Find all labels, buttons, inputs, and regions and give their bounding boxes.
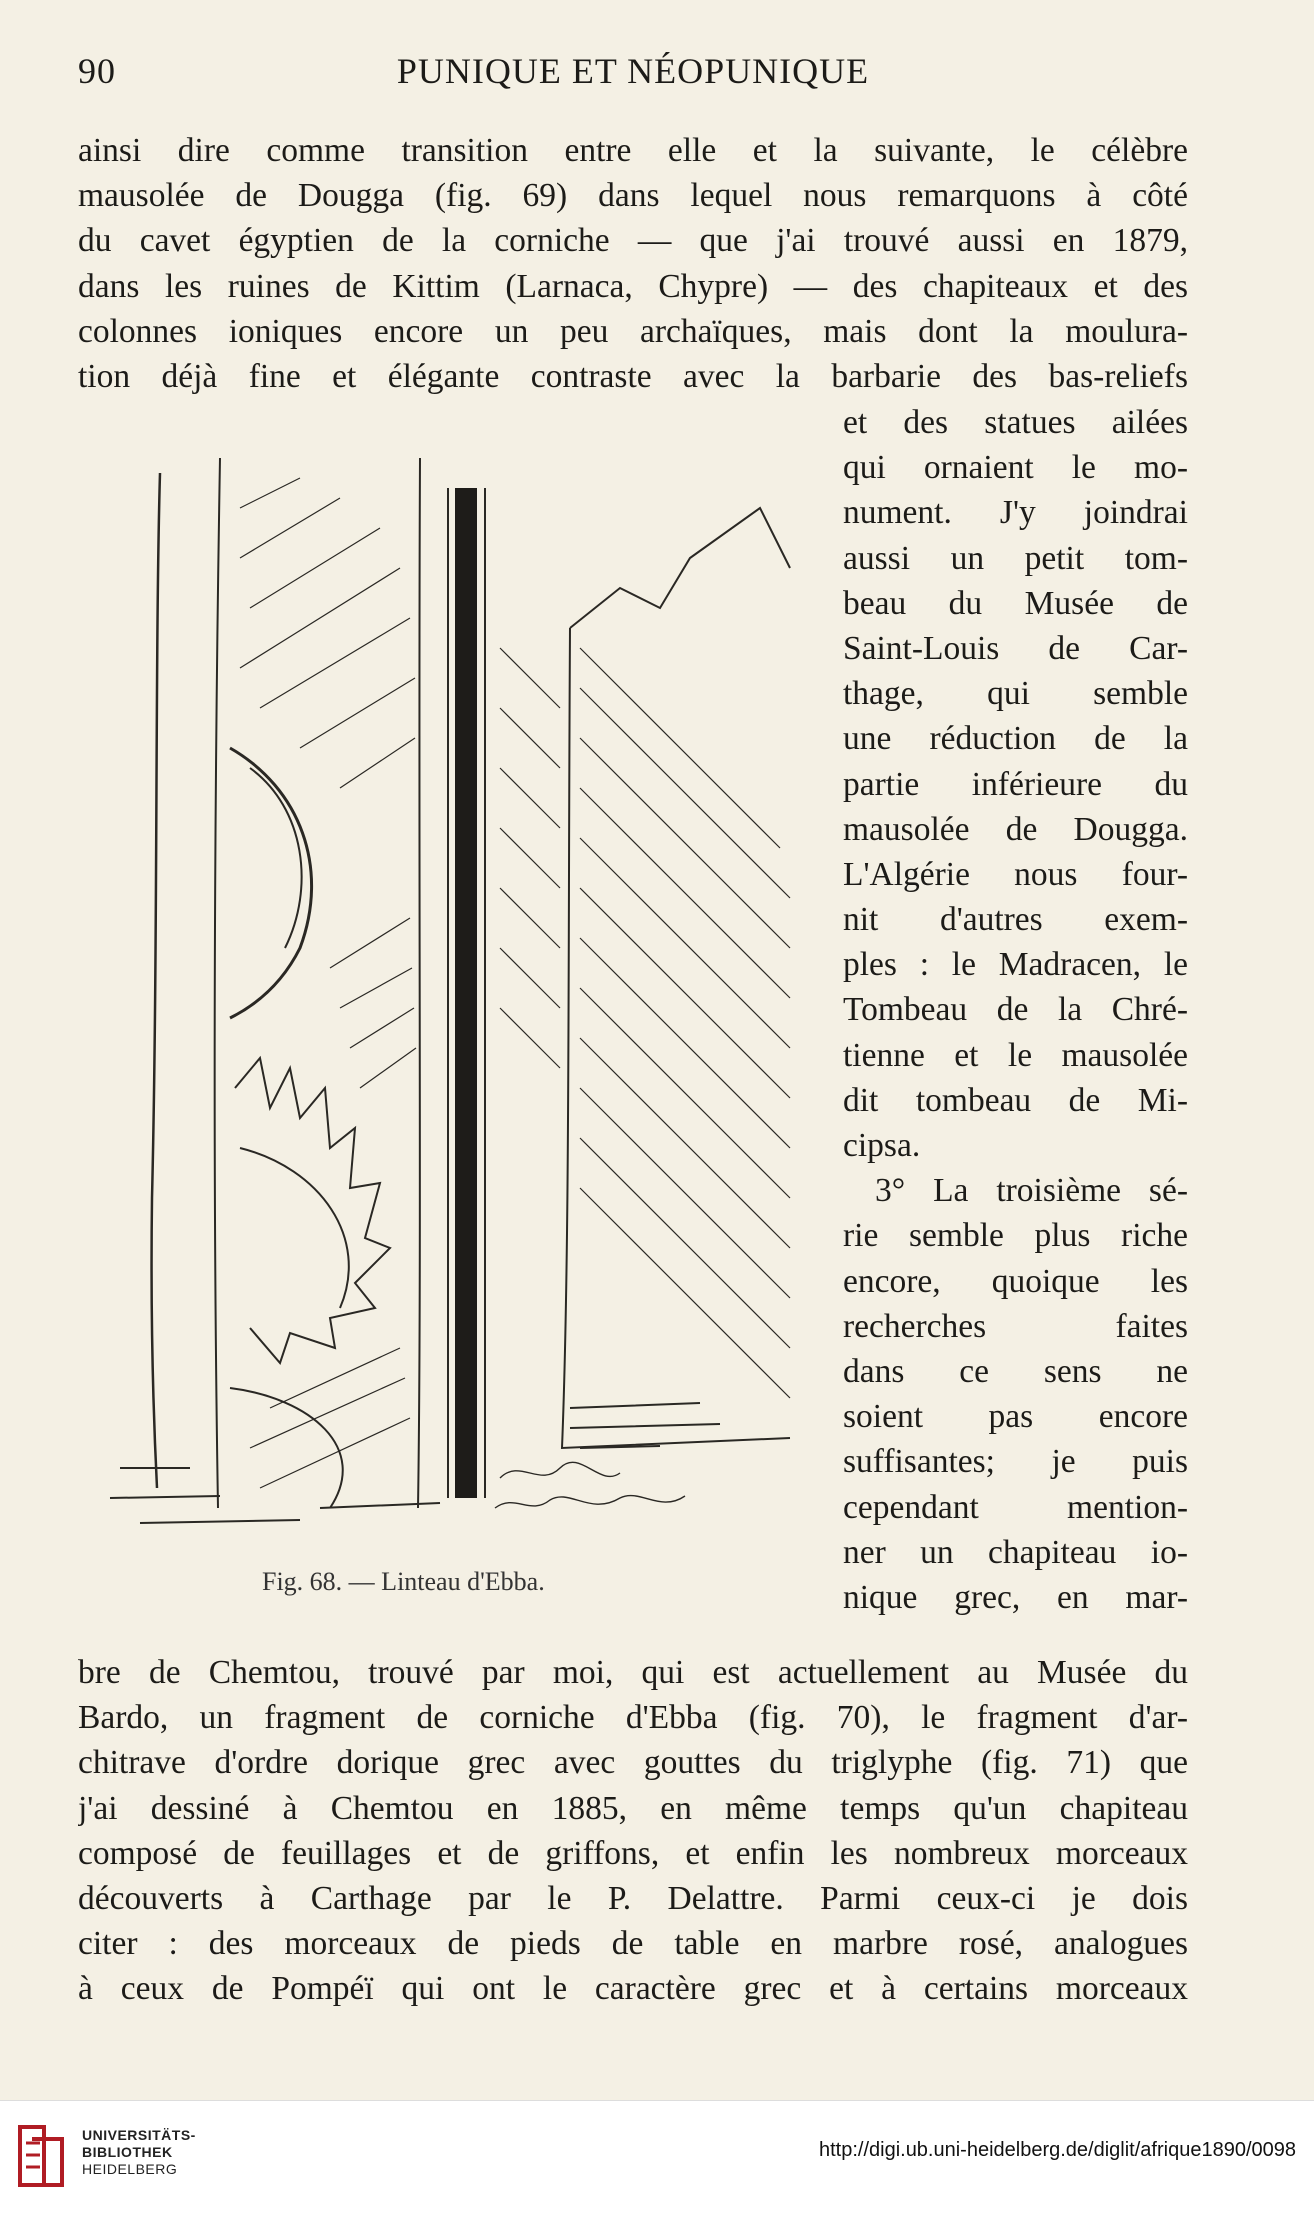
text-line: découverts à Carthage par le P. Delattre. Parmi ceux-ci je dois	[78, 1879, 1188, 1917]
text-line: partie inférieure du	[843, 765, 1188, 803]
library-name-line: UNIVERSITÄTS-	[82, 2127, 196, 2143]
text-line: à ceux de Pompéï qui ont le caractère grec et à certains morceaux	[78, 1970, 1188, 2008]
running-header	[78, 50, 1188, 100]
text-line: L'Algérie nous four-	[843, 855, 1188, 893]
text-line: aussi un petit tom-	[843, 539, 1188, 577]
digitization-footer	[0, 2100, 1314, 2216]
text-line: dans les ruines de Kittim (Larnaca, Chypre) — des chapiteaux et des	[78, 267, 1188, 305]
text-line: suffisantes; je puis	[843, 1443, 1188, 1481]
running-title: PUNIQUE ET NÉOPUNIQUE	[396, 51, 870, 91]
text-line: cipsa.	[843, 1127, 921, 1164]
text-line: dans ce sens ne	[843, 1352, 1188, 1390]
text-line: 3° La troisième sé-	[875, 1172, 1188, 1210]
side-text-column	[843, 400, 1188, 1620]
text-line: tion déjà fine et élégante contraste avec la barbarie des bas-reliefs	[78, 357, 1188, 395]
text-line: Saint-Louis de Car-	[843, 629, 1188, 667]
text-line: qui ornaient le mo-	[843, 449, 1188, 487]
text-line: citer : des morceaux de pieds de table en marbre rosé, analogues	[78, 1925, 1188, 1963]
body-text-bottom	[78, 1650, 1188, 2012]
text-line: bre de Chemtou, trouvé par moi, qui est actuellement au Musée du	[78, 1654, 1188, 1691]
text-line: beau du Musée de	[843, 584, 1188, 622]
library-name	[82, 2127, 196, 2178]
text-line: encore, quoique les	[843, 1262, 1188, 1300]
text-line: colonnes ioniques encore un peu archaïques, mais dont la moulura-	[78, 312, 1188, 350]
text-line: rie semble plus riche	[843, 1217, 1188, 1255]
body-text-top	[78, 128, 1188, 399]
text-line: ainsi dire comme transition entre elle et la suivante, le célèbre	[78, 132, 1188, 169]
library-name-line: BIBLIOTHEK	[82, 2144, 173, 2160]
text-line: mausolée de Dougga.	[843, 810, 1188, 848]
text-line: mausolée de Dougga (fig. 69) dans lequel nous remarquons à côté	[78, 177, 1188, 215]
text-line: Tombeau de la Chré-	[843, 991, 1188, 1029]
text-line: ner un chapiteau io-	[843, 1533, 1188, 1571]
permalink-url[interactable]: http://digi.ub.uni-heidelberg.de/diglit/afrique1890/0098	[818, 2139, 1296, 2161]
text-line: ples : le Madracen, le	[843, 946, 1188, 984]
text-line: composé de feuillages et de griffons, et enfin les nombreux morceaux	[78, 1834, 1188, 1872]
text-line: recherches faites	[843, 1307, 1188, 1345]
text-line: soient pas encore	[843, 1398, 1188, 1436]
text-line: Bardo, un fragment de corniche d'Ebba (fig. 70), le fragment d'ar-	[78, 1699, 1188, 1737]
text-line: cependant mention-	[843, 1488, 1188, 1526]
text-line: dit tombeau de Mi-	[843, 1081, 1188, 1119]
figure-caption: Fig. 68. — Linteau d'Ebba.	[262, 1567, 545, 1596]
text-line: j'ai dessiné à Chemtou en 1885, en même temps qu'un chapiteau	[78, 1789, 1188, 1827]
university-library-logo-icon	[14, 2123, 70, 2189]
text-line: et des statues ailées	[843, 404, 1188, 441]
text-line: nique grec, en mar-	[843, 1578, 1188, 1616]
library-name-line: HEIDELBERG	[82, 2161, 178, 2177]
page-number: 90	[78, 51, 116, 91]
text-line: nit d'autres exem-	[843, 901, 1188, 939]
lintel-engraving-illustration	[100, 448, 800, 1548]
text-line: chitrave d'ordre dorique grec avec gouttes du triglyphe (fig. 71) que	[78, 1744, 1188, 1782]
text-line: une réduction de la	[843, 720, 1188, 758]
text-line: nument. J'y joindrai	[843, 494, 1188, 532]
text-line: du cavet égyptien de la corniche — que j'ai trouvé aussi en 1879,	[78, 222, 1188, 260]
text-line: thage, qui semble	[843, 675, 1188, 713]
text-line: tienne et le mausolée	[843, 1036, 1188, 1074]
